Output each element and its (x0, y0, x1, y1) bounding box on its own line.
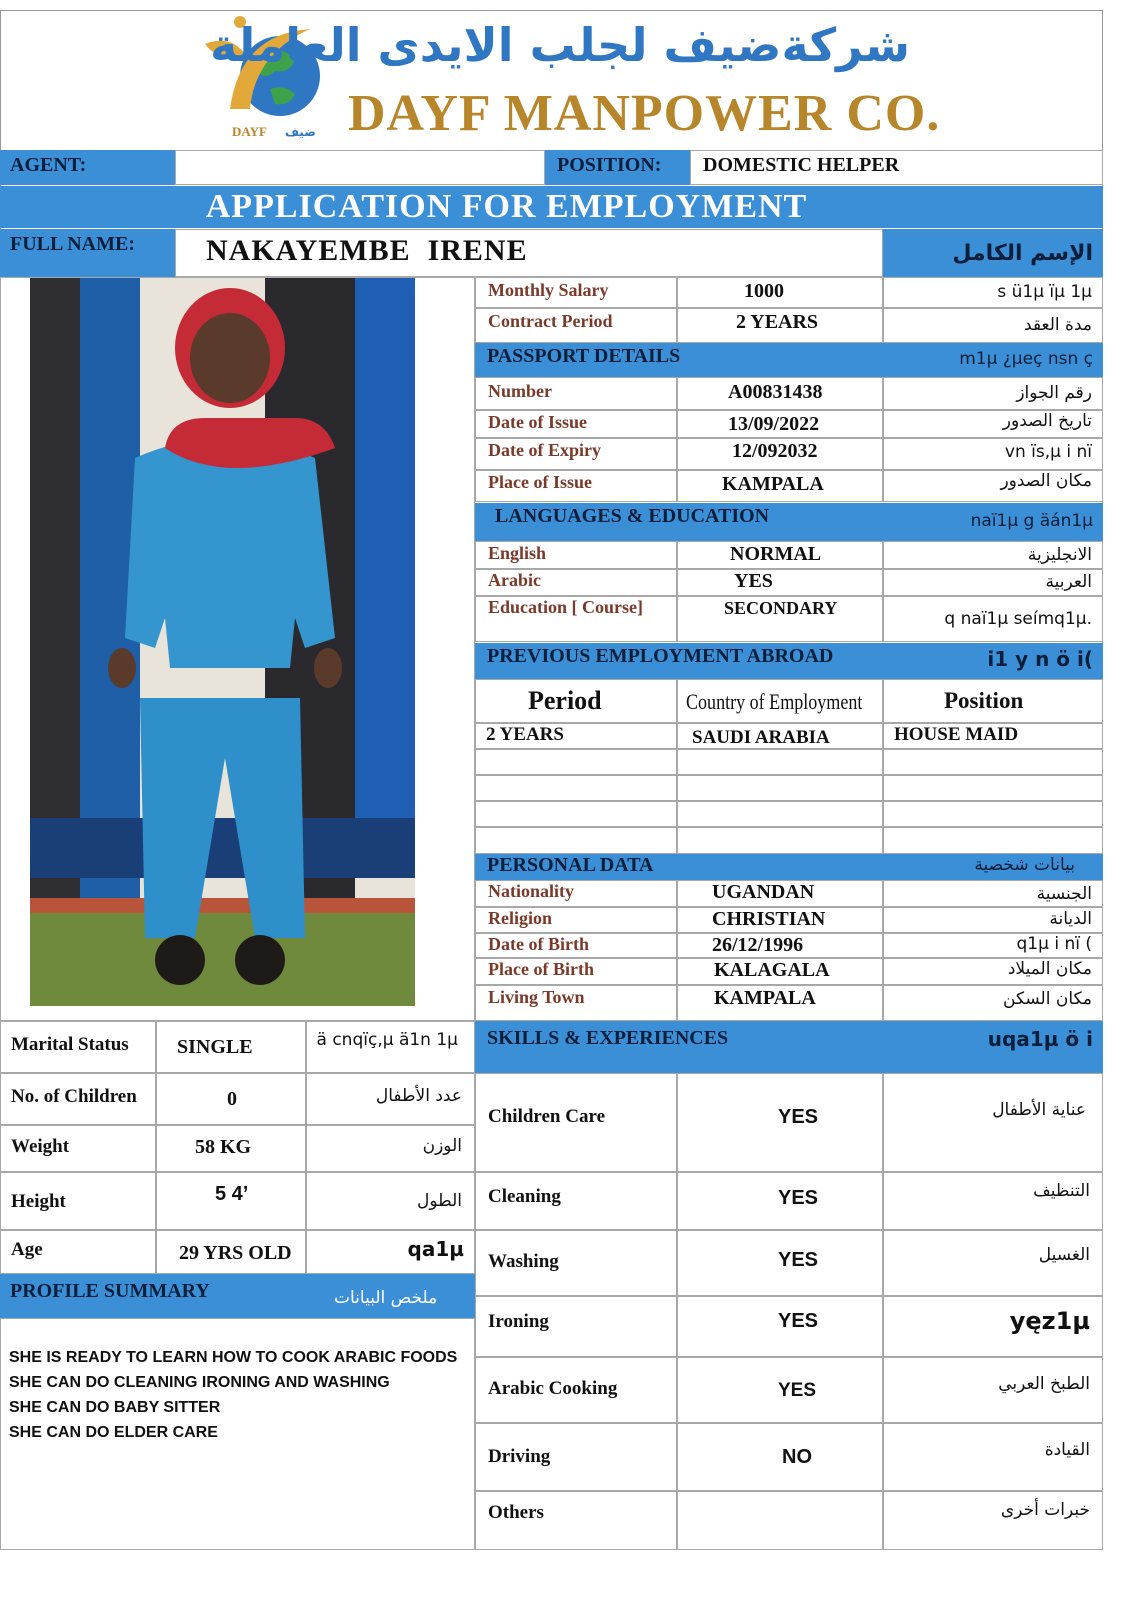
skill-washing-ar-cell (883, 1230, 1103, 1296)
skill-children-cell[interactable] (677, 1073, 883, 1172)
emp-empty-cell[interactable] (475, 775, 677, 801)
nationality-value: UGANDAN (712, 881, 815, 903)
agent-label: AGENT: (10, 154, 87, 176)
personal-header-ar: بيانات شخصية (974, 855, 1075, 875)
applicant-photo (30, 278, 415, 1006)
passport-number-label-ar: رقم الجواز (1016, 383, 1092, 403)
emp-empty-cell[interactable] (677, 801, 883, 827)
emp-position-value: HOUSE MAID (894, 724, 1019, 745)
passport-number-cell[interactable] (677, 377, 883, 410)
position-field[interactable] (690, 150, 1103, 185)
skill-children-value: YES (778, 1106, 819, 1128)
religion-ar-cell (883, 907, 1103, 933)
weight-label: Weight (11, 1136, 70, 1157)
col-period-label: Period (528, 686, 602, 715)
skill-cleaning-label: Cleaning (488, 1186, 561, 1207)
skill-others-ar-cell (883, 1491, 1103, 1550)
english-ar-cell (883, 541, 1103, 569)
emp-country-value: SAUDI ARABIA (692, 727, 830, 748)
fullname-label-ar-cell (883, 229, 1103, 277)
position-label: POSITION: (557, 154, 662, 176)
profile-summary (0, 1318, 475, 1550)
skill-washing-value: YES (778, 1249, 819, 1271)
issue-place-value: KAMPALA (722, 473, 824, 495)
education-label-cell (475, 596, 677, 642)
town-cell[interactable] (677, 985, 883, 1021)
skill-cleaning-label-cell (475, 1172, 677, 1230)
languages-header-label: LANGUAGES & EDUCATION (495, 505, 770, 527)
passport-number-ar-cell (883, 377, 1103, 410)
age-ar-cell (306, 1230, 475, 1274)
weight-label-ar: الوزن (422, 1136, 462, 1156)
religion-cell[interactable] (677, 907, 883, 933)
issue-date-label: Date of Issue (488, 412, 587, 432)
col-position-label: Position (944, 688, 1024, 713)
children-label-ar: عدد الأطفال (375, 1086, 462, 1106)
col-position (883, 679, 1103, 723)
marital-cell[interactable] (156, 1021, 306, 1073)
skill-cooking-value: YES (778, 1380, 817, 1401)
skill-cleaning-ar-cell (883, 1172, 1103, 1230)
skill-others-label: Others (488, 1502, 544, 1523)
english-label: English (488, 543, 547, 563)
fullname-label-ar: الإسم الكامل (952, 241, 1093, 266)
page-title: APPLICATION FOR EMPLOYMENT (205, 188, 808, 225)
profile-line: SHE CAN DO BABY SITTER (9, 1399, 221, 1416)
marital-label-cell (0, 1021, 156, 1073)
profile-line: SHE IS READY TO LEARN HOW TO COOK ARABIC FOODS (9, 1349, 458, 1366)
children-ar-cell (306, 1073, 475, 1125)
skill-ironing-ar-cell (883, 1296, 1103, 1357)
fullname-label: FULL NAME: (10, 233, 135, 255)
salary-label-cell (475, 277, 677, 308)
profile-header (0, 1274, 475, 1318)
languages-header (475, 503, 1103, 541)
emp-empty-cell[interactable] (677, 775, 883, 801)
position-label-cell (545, 150, 690, 185)
skill-others-label-ar: خبرات أخرى (1000, 1500, 1090, 1520)
skill-cooking-ar-cell (883, 1357, 1103, 1423)
personal-header-label: PERSONAL DATA (487, 854, 654, 876)
nationality-cell[interactable] (677, 880, 883, 907)
passport-header (475, 343, 1103, 377)
english-value: NORMAL (730, 543, 822, 565)
issue-date-cell[interactable] (677, 410, 883, 438)
passport-header-ar: m1µ ¿µeç nsn ç (959, 349, 1093, 369)
education-label: Education [ Course] (488, 597, 644, 617)
nationality-label: Nationality (488, 881, 575, 901)
passport-number-label-cell (475, 377, 677, 410)
education-cell[interactable] (677, 596, 883, 642)
emp-empty-cell[interactable] (883, 801, 1103, 827)
skill-washing-label-cell (475, 1230, 677, 1296)
weight-value: 58 KG (195, 1136, 252, 1158)
skill-ironing-cell[interactable] (677, 1296, 883, 1357)
dob-label-ar: ) q1µ i nï (1016, 934, 1092, 954)
marital-label: Marital Status (11, 1034, 129, 1055)
fullname-value: NAKAYEMBE IRENE (206, 234, 528, 267)
expiry-date-label-ar: vn ïs,µ i nï (1004, 442, 1092, 462)
skill-children-label: Children Care (488, 1106, 605, 1127)
emp-empty-cell[interactable] (677, 749, 883, 775)
skill-cleaning-value: YES (778, 1187, 819, 1209)
col-country-label: Country of Employment (686, 689, 863, 714)
religion-value: CHRISTIAN (712, 908, 826, 930)
dob-label-cell (475, 933, 677, 958)
marital-value: SINGLE (177, 1036, 253, 1058)
education-ar-cell (883, 596, 1103, 642)
contract-value-cell[interactable] (677, 308, 883, 343)
dob-cell[interactable] (677, 933, 883, 958)
skill-others-cell[interactable] (677, 1491, 883, 1550)
skills-header-label: SKILLS & EXPERIENCES (487, 1027, 729, 1049)
fullname-label-cell (0, 229, 175, 277)
issue-place-label-cell (475, 470, 677, 502)
skill-cooking-cell[interactable] (677, 1357, 883, 1423)
employment-header (475, 643, 1103, 679)
pob-ar-cell (883, 958, 1103, 985)
emp-empty-cell[interactable] (883, 775, 1103, 801)
skill-driving-value: NO (782, 1446, 812, 1468)
pob-label: Place of Birth (488, 959, 594, 979)
emp-empty-cell[interactable] (475, 801, 677, 827)
profile-header-ar: ملخص البيانات (334, 1288, 438, 1308)
salary-value: 1000 (744, 280, 784, 302)
skill-driving-label: Driving (488, 1446, 551, 1467)
pob-label-ar: مكان الميلاد (1007, 959, 1092, 979)
skill-others-label-cell (475, 1491, 677, 1550)
expiry-date-value: 12/092032 (732, 440, 818, 462)
emp-empty-cell[interactable] (475, 827, 677, 854)
personal-header (475, 854, 1103, 880)
passport-number-label: Number (488, 381, 552, 401)
agent-field[interactable] (175, 150, 545, 185)
town-ar-cell (883, 985, 1103, 1021)
skills-header-ar: uqa1µ ö i (987, 1027, 1093, 1051)
weight-cell[interactable] (156, 1125, 306, 1172)
logo-text-ar: ضيف (285, 125, 316, 139)
english-cell[interactable] (677, 541, 883, 569)
age-value: 29 YRS OLD (179, 1242, 292, 1264)
skill-driving-ar-cell (883, 1423, 1103, 1491)
profile-header-label: PROFILE SUMMARY (10, 1280, 210, 1302)
skill-driving-label-ar: القيادة (1044, 1440, 1090, 1460)
town-label-ar: مكان السكن (1003, 989, 1092, 1009)
children-label: No. of Children (11, 1086, 137, 1107)
children-label-cell (0, 1073, 156, 1125)
expiry-date-label-cell (475, 438, 677, 470)
position-value: DOMESTIC HELPER (703, 154, 900, 176)
height-ar-cell (306, 1172, 475, 1230)
skill-driving-label-cell (475, 1423, 677, 1491)
age-cell[interactable] (156, 1230, 306, 1274)
contract-label-ar: مدة العقد (1024, 315, 1092, 335)
arabic-cell[interactable] (677, 569, 883, 596)
religion-label: Religion (488, 908, 553, 928)
col-period (475, 679, 677, 723)
issue-place-ar-cell (883, 470, 1103, 502)
children-cell[interactable] (156, 1073, 306, 1125)
issue-place-cell[interactable] (677, 470, 883, 502)
fullname-field[interactable] (175, 229, 883, 277)
issue-place-label: Place of Issue (488, 472, 592, 492)
logo-text: DAYF (232, 124, 267, 139)
company-name-en: DAYF MANPOWER CO. (348, 85, 941, 142)
expiry-date-cell[interactable] (677, 438, 883, 470)
expiry-date-label: Date of Expiry (488, 440, 601, 460)
age-label-cell (0, 1230, 156, 1274)
contract-value: 2 YEARS (736, 311, 819, 333)
profile-line: SHE CAN DO ELDER CARE (9, 1424, 218, 1441)
emp-period-cell[interactable] (475, 723, 677, 749)
salary-value-cell[interactable] (677, 277, 883, 308)
agent-label-cell (0, 150, 175, 185)
religion-label-ar: الديانة (1049, 909, 1092, 929)
pob-cell[interactable] (677, 958, 883, 985)
height-cell[interactable] (156, 1172, 306, 1230)
employment-header-ar: )i1 y n ö i (987, 647, 1093, 671)
nationality-ar-cell (883, 880, 1103, 907)
issue-place-label-ar: مكان الصدور (1000, 471, 1092, 491)
age-label: Age (11, 1239, 43, 1260)
marital-ar-cell (306, 1021, 475, 1073)
expiry-date-ar-cell (883, 438, 1103, 470)
age-label-ar: qa1µ (407, 1237, 464, 1261)
skill-cooking-label-cell (475, 1357, 677, 1423)
issue-date-label-ar: تاريخ الصدور (1002, 411, 1092, 431)
nationality-label-ar: الجنسية (1036, 884, 1092, 904)
arabic-label-cell (475, 569, 677, 596)
skill-ironing-label: Ironing (488, 1311, 549, 1332)
english-label-ar: الانجليزية (1027, 545, 1092, 565)
issue-date-label-cell (475, 410, 677, 438)
skill-ironing-label-ar: yęz1µ (1009, 1307, 1090, 1335)
skill-children-label-cell (475, 1073, 677, 1172)
weight-label-cell (0, 1125, 156, 1172)
col-country (677, 679, 883, 723)
dob-value: 26/12/1996 (712, 934, 804, 956)
skill-cooking-label: Arabic Cooking (488, 1378, 618, 1399)
children-value: 0 (227, 1088, 237, 1110)
skill-cooking-label-ar: الطبخ العربي (998, 1374, 1090, 1394)
skill-cleaning-label-ar: التنظيف (1033, 1181, 1090, 1201)
weight-ar-cell (306, 1125, 475, 1172)
issue-date-value: 13/09/2022 (728, 413, 820, 435)
height-label-ar: الطول (417, 1191, 462, 1211)
arabic-label: Arabic (488, 570, 541, 590)
passport-header-label: PASSPORT DETAILS (487, 345, 681, 367)
height-label-cell (0, 1172, 156, 1230)
pob-label-cell (475, 958, 677, 985)
skill-ironing-value: YES (778, 1310, 819, 1332)
passport-number-value: A00831438 (728, 381, 823, 403)
english-label-cell (475, 541, 677, 569)
skill-driving-cell[interactable] (677, 1423, 883, 1491)
dob-label: Date of Birth (488, 934, 589, 954)
salary-label-ar-cell (883, 277, 1103, 308)
salary-label-ar: s ü1µ ïµ 1µ (997, 282, 1092, 302)
salary-label: Monthly Salary (488, 280, 609, 300)
skills-header (475, 1021, 1103, 1073)
languages-header-ar: naï1µ g äán1µ (970, 511, 1093, 531)
height-value: 5 4’ (215, 1183, 249, 1205)
skill-washing-label-ar: الغسيل (1038, 1245, 1090, 1265)
employment-header-label: PREVIOUS EMPLOYMENT ABROAD (487, 645, 834, 667)
dob-ar-cell (883, 933, 1103, 958)
emp-period-value: 2 YEARS (486, 724, 564, 745)
height-label: Height (11, 1191, 66, 1212)
skill-washing-label: Washing (488, 1251, 559, 1272)
arabic-ar-cell (883, 569, 1103, 596)
arabic-value: YES (734, 570, 773, 592)
company-name-ar: شركةضيف لجلب الايدى العاملة (210, 18, 910, 72)
town-label-cell (475, 985, 677, 1021)
skill-washing-cell[interactable] (677, 1230, 883, 1296)
skill-cleaning-cell[interactable] (677, 1172, 883, 1230)
contract-label: Contract Period (488, 311, 613, 331)
pob-value: KALAGALA (714, 959, 830, 981)
emp-country-cell[interactable] (677, 723, 883, 749)
skill-ironing-label-cell (475, 1296, 677, 1357)
religion-label-cell (475, 907, 677, 933)
profile-line: SHE CAN DO CLEANING IRONING AND WASHING (9, 1374, 390, 1391)
emp-position-cell[interactable] (883, 723, 1103, 749)
emp-empty-cell[interactable] (883, 749, 1103, 775)
education-value: SECONDARY (724, 598, 838, 618)
contract-label-ar-cell (883, 308, 1103, 343)
issue-date-ar-cell (883, 410, 1103, 438)
skill-children-label-ar: عناية الأطفال (992, 1100, 1086, 1120)
arabic-label-ar: العربية (1045, 572, 1092, 592)
marital-label-ar: ä cnqïç,µ ä1n 1µ (316, 1030, 458, 1050)
skill-children-ar-cell (883, 1073, 1103, 1172)
town-label: Living Town (488, 987, 585, 1007)
town-value: KAMPALA (714, 987, 816, 1009)
emp-empty-cell[interactable] (475, 749, 677, 775)
education-label-ar: .q naï1µ seímq1µ (944, 609, 1092, 629)
title-bar (0, 186, 1103, 228)
nationality-label-cell (475, 880, 677, 907)
emp-empty-cell[interactable] (883, 827, 1103, 854)
emp-empty-cell[interactable] (677, 827, 883, 854)
contract-label-cell (475, 308, 677, 343)
